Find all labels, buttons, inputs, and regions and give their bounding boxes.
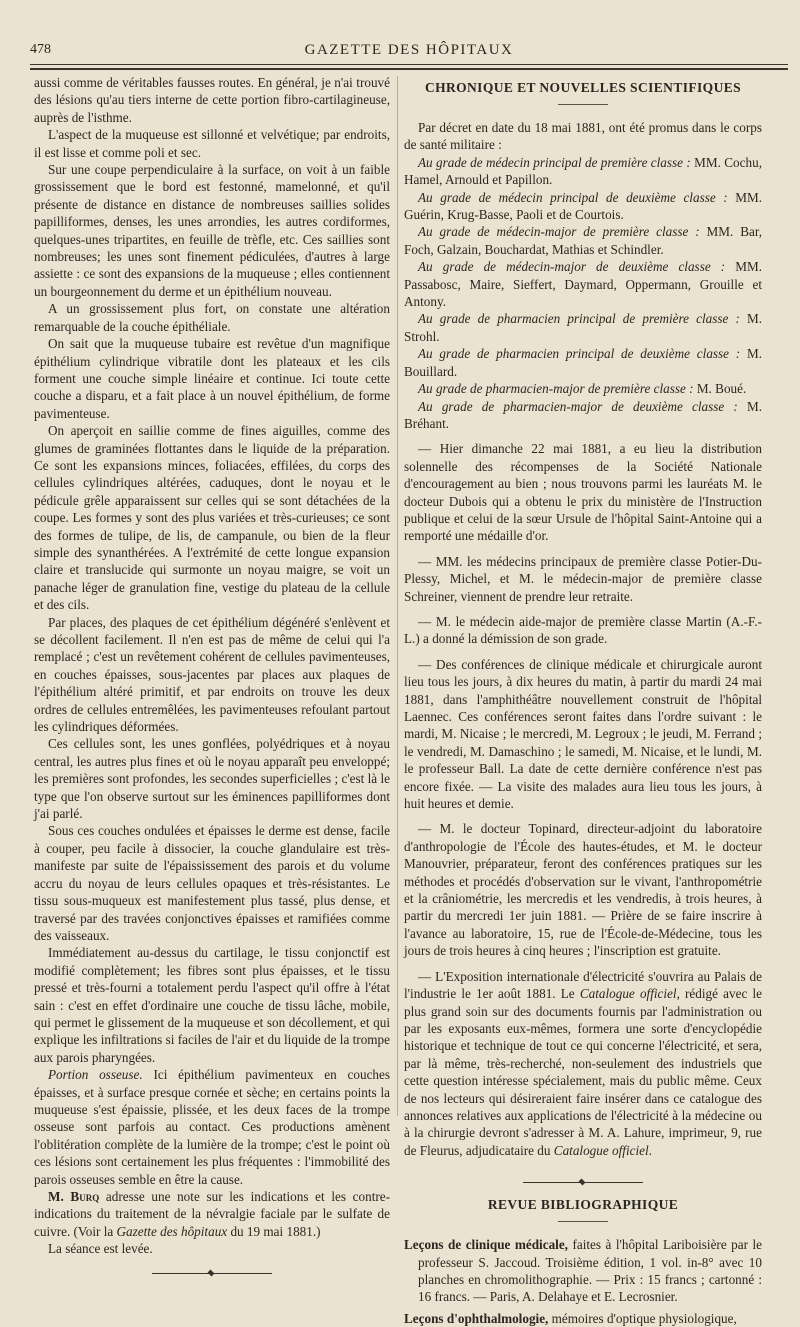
paragraph: On aperçoit en saillie comme de fines aiguilles, comme des glumes de graminées flottantes dans le liquide de la préparation. Ce sont les expansions minces, foliacées, effilées, du corps des cellules cylindriques altérées, caduques, dont le noyau et le pédicule grêle apparaissent sur celles qui se sont détachées de la coupe. Les formes y sont des plus variées et très-curieuses; ce sont des formes de tulipe, de lis, de campanule, ou bien de la fleur simple des synanthérées. A l'extrémité de cette longue expansion claire et translucide qui surmonte un noyau maigre, se voit un panache léger de granulation fine, vestige du plateau de la cellule et des cils. [34,423,390,613]
paragraph-burq: M. Burq adresse une note sur les indications et les contre-indications du traitement de la névralgie faciale par le sulfate de cuivre. (Voir la Gazette des hôpitaux du 19 mai 1881.) [34,1189,390,1239]
appointment: Au grade de médecin-major de première classe : MM. Bar, Foch, Galzain, Bouchardat, Mathias et Schindler. [404,224,763,257]
news-item: — M. le médecin aide-major de première classe Martin (A.-F.-L.) a donné la démission de son grade. [404,613,762,647]
paragraph: Ces cellules sont, les unes gonflées, polyédriques et à noyau central, les autres plus fines et où le noyau apparaît peu enveloppé; les premières sont profondes, les secondes superficielles ; c'est là le type que l'on observe surtout sur les éminences papilliformes dont j'ai parlé. [34,736,390,822]
appointment: Au grade de médecin principal de première classe : MM. Cochu, Hamel, Arnould et Papillon. [404,154,762,188]
revue-title: REVUE BIBLIOGRAPHIQUE [487,1197,679,1213]
section-label: Portion osseuse. [48,1067,143,1083]
paragraph: Immédiatement au-dessus du cartilage, le tissu conjonctif est modifié complètement; les fibres sont plus épaisses, et le tissu pressé et très-fourni a totalement perdu l'aspect qu'il offre à l'état sain : c'est en effet d'ordinaire une couche de tissu lâche, mobile, qui permet le glissement de la muqueuse et son décollement, et qui explique les infiltrations si faciles de l'air et du liquide de la trompe aux parois pharyngées. [34,945,390,1065]
page-number: 478 [30,42,51,57]
bibliography-entry: Leçons de clinique médicale, faites à l'hôpital Lariboisière par le professeur S. Jaccoud. Troisième édition, 1 vol. in-8° avec 10 planches en chromolithographie. — Prix : 15 francs ; cartonné : 16 francs. — Paris, A. Delahaye et E. Lecrosnier. [404,1237,762,1305]
appointment: Au grade de pharmacien-major de première classe : M. Boué. [418,381,747,397]
page-header [30,42,788,64]
column-divider [397,76,398,1116]
header-rule [30,64,788,65]
appointment: Au grade de médecin principal de deuxième classe : MM. Guérin, Krug-Basse, Paoli et de Courtois. [404,189,763,223]
news-item: — Hier dimanche 22 mai 1881, a eu lieu la distribution solennelle des récompenses de la Société Nationale d'encouragement au bien ; nous trouvons parmi les lauréats M. le docteur Dubois qui a obtenu le prix du ministère de l'Instruction publique et celui de la sœur Ursule de l'hôpital Saint-Antoine qui a remporté une médaille d'or. [404,441,762,544]
left-column [34,74,390,1288]
appointment: Au grade de pharmacien principal de deuxième classe : M. Bouillard. [404,346,762,379]
paragraph: Sur une coupe perpendiculaire à la surface, on voit à un faible grossissement que le bord est festonné, mamelonné, et qu'il présente de distance en distance de nombreuses saillies solides papilliformes, denses, les unes arrondies, les autres cordiformes, quelques-unes tripartites, en feuille de trèfle, etc. Ces saillies sont nombreuses; les unes sont finement pédiculées, d'autres à large assiette : ce sont des expansions de la muqueuse ; elles contiennent un bourgeonnement du derme et un épithélium nouveau. [34,162,390,299]
chronique-title: CHRONIQUE ET NOUVELLES SCIENTIFIQUES [424,80,742,95]
news-item: — MM. les médecins principaux de première classe Potier-Du-Plessy, Michel, et M. le médecin-major de première classe Schreiner, viennent de prendre leur retraite. [404,553,762,604]
paragraph: Sous ces couches ondulées et épaisses le derme est dense, facile à couper, peu facile à dissocier, la couche glandulaire est très-manifeste par suite de l'épaississement des parois et du volume accru du noyau de leurs cellules opaques et très-résistantes. Le tissu sous-muqueux est manifestement plus tassé, plus dense, et traversé par des travées conjonctives épaisses et ramifiées comme des vaisseaux. [34,823,390,943]
bibliography-entry: Leçons d'ophthalmologie, mémoires d'optique physiologique, [404,1310,737,1326]
ornament-divider [523,1179,643,1185]
closing-line: La séance est levée. [48,1241,153,1257]
paragraph: Par places, des plaques de cet épithélium dégénéré s'enlèvent et se décollent facilement. Il n'en est pas de même de celui qui l'a remplacé ; c'est un revêtement cohérent de cellules pavimenteuses, en couches épaisses, sous-jacentes par places aux plaques de l'épithélium altéré primitif, et par endroits on trouve les deux ordres de cellules entremêlées, les pavimenteuses refoulant partout les cylindriques déformées. [34,614,390,735]
decree-paragraph: Par décret en date du 18 mai 1881, ont été promus dans le corps de santé militaire : [404,120,762,153]
appointment: Au grade de médecin-major de deuxième classe : MM. Passabosc, Maire, Sieffert, Daymard, Oppermann, Grouille et Antony. [404,259,762,310]
ornament-divider [152,1270,272,1276]
right-column [404,74,762,1327]
paragraph: aussi comme de véritables fausses routes. En général, je n'ai trouvé des lésions qu'au tiers interne de cette portion fibro-cartilagineuse, auprès de l'isthme. [34,75,390,125]
title-rule [558,1221,608,1222]
news-item: — M. le docteur Topinard, directeur-adjoint du laboratoire d'anthropologie de l'École des hautes-études, et M. le docteur Manouvrier, préparateur, feront des conférences pratiques sur les méthodes et procédés d'observation sur le vivant, l'anthropométrie et la crâniométrie, les mercredis et les vendredis, à trois heures, à partir du mercredi 1er juin 1881. — Prière de se faire inscrire à l'avance au laboratoire, 15, rue de l'École-de-Médecine, tous les jours de trois heures à cinq heures ; l'inscription est gratuite. [404,821,762,959]
speaker-name: M. Burq [48,1189,100,1204]
header-rule-thick [30,68,788,70]
news-item-exposition: — L'Exposition internationale d'électricité s'ouvrira au Palais de l'industrie le 1er août 1881. Le Catalogue officiel, rédigé avec le plus grand soin sur des documents fournis par l'administration ou par les exposants eux-mêmes, formera une sorte d'encyclopédie historique et technique de tout ce qui concerne l'électricité, et sera, par là même, très-recherché, non-seulement des industriels que cette question intéresse spécialement, mais du public même. Ceux de nos lecteurs qui désireraient faire insérer dans ce catalogue des annonces relatives aux applications de l'électricité à la médecine ou à la chirurgie devront s'adresser à M. A. Lahure, imprimeur, 9, rue de Fleurus, adjudicataire du Catalogue officiel. [404,968,762,1158]
appointment: Au grade de pharmacien-major de deuxième classe : M. Bréhant. [404,398,762,431]
title-rule [558,104,608,105]
paragraph-osseous: Portion osseuse. Ici épithélium pavimenteux en couches épaisses, et à surface presque cornée et sèche; en certains points la muqueuse s'est épaissie, plissée, et les deux faces de la trompe osseuse sont parfois au contact. Ces productions amènent l'oblitération complète de la lumière de la trompe; c'est le point où ces lésions sont certainement les plus fréquentes : l'immobilité des parois osseuses semble en être la cause. [34,1067,391,1187]
appointment: Au grade de pharmacien principal de première classe : M. Strohl. [404,311,763,344]
paragraph: L'aspect de la muqueuse est sillonné et velvétique; par endroits, il est lisse et comme poli et sec. [34,127,390,160]
journal-title: GAZETTE DES HÔPITAUX [304,42,514,58]
news-item: — Des conférences de clinique médicale et chirurgicale auront lieu tous les jours, à dix heures du matin, à partir du mardi 24 mai 1881, dans l'amphithéâtre nouvellement construit de l'hôpital Laennec. Ces conférences seront faites dans l'ordre suivant : le mardi, M. Nicaise ; le mercredi, M. Legroux ; le jeudi, M. Ferrand ; le vendredi, M. Damaschino ; le samedi, M. Nicaise, et le lundi, M. le professeur Ball. La date de cette dernière conférence n'est pas encore fixée. — La visite des malades aura lieu tous les jours, à huit heures et demie. [404,656,762,812]
paragraph: On sait que la muqueuse tubaire est revêtue d'un magnifique épithélium cylindrique vibratile dont les plateaux et les cils forment une couche simple linéaire et continue. Ici toute cette couche a disparu, et a fait place à un nouvel épithélium, de forme pavimenteuse. [34,336,390,421]
paragraph: A un grossissement plus fort, on constate une altération remarquable de la couche épithéliale. [34,301,390,334]
